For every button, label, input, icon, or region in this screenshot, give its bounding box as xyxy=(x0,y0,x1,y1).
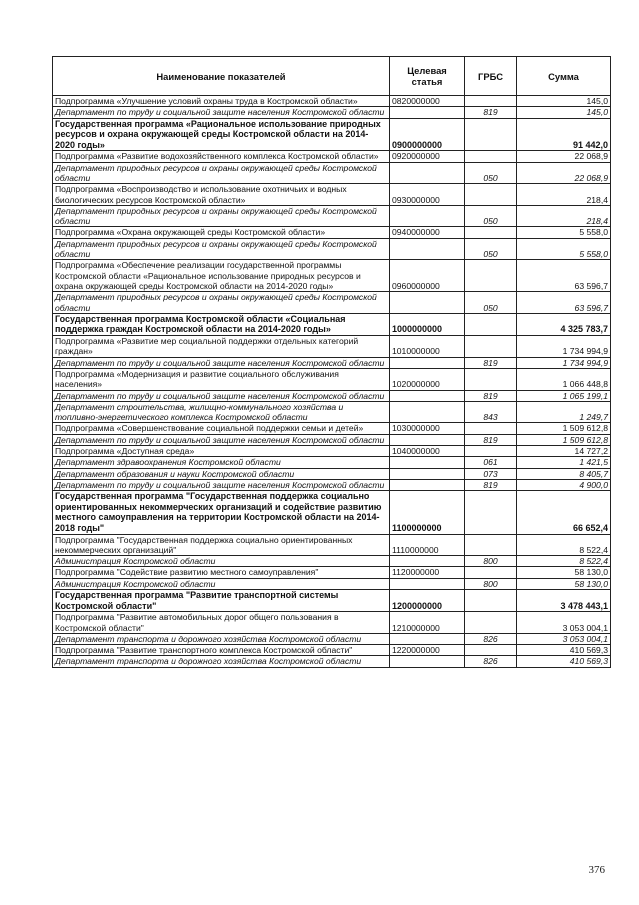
row-grbs-cell: 819 xyxy=(465,107,517,118)
table-row xyxy=(53,423,611,434)
row-target-article-cell xyxy=(390,205,465,227)
row-grbs-cell xyxy=(465,534,517,556)
row-target-article-cell xyxy=(390,633,465,644)
row-name-cell: Подпрограмма «Охрана окружающей среды Костромской области» xyxy=(53,227,390,238)
table-row xyxy=(53,434,611,445)
table-row xyxy=(53,457,611,468)
row-name-cell: Подпрограмма "Государственная поддержка социально ориентированных некоммерческих организаций" xyxy=(53,534,390,556)
row-grbs-cell xyxy=(465,445,517,456)
table-row xyxy=(53,118,611,151)
row-target-article-cell xyxy=(390,390,465,401)
row-target-article-cell: 0820000000 xyxy=(390,96,465,107)
header-target-article: Целевая статья xyxy=(390,57,465,96)
row-name-cell: Подпрограмма «Воспроизводство и использование охотничьих и водных биологических ресурсов Костромской области» xyxy=(53,184,390,206)
header-row xyxy=(53,57,611,96)
table-row xyxy=(53,227,611,238)
row-grbs-cell: 061 xyxy=(465,457,517,468)
table-row xyxy=(53,162,611,184)
row-grbs-cell xyxy=(465,612,517,634)
row-target-article-cell: 0940000000 xyxy=(390,227,465,238)
row-name-cell: Администрация Костромской области xyxy=(53,578,390,589)
row-sum-cell: 1 065 199,1 xyxy=(517,390,611,401)
row-grbs-cell: 819 xyxy=(465,390,517,401)
row-target-article-cell: 0920000000 xyxy=(390,151,465,162)
row-target-article-cell: 1120000000 xyxy=(390,567,465,578)
row-name-cell: Подпрограмма "Содействие развитию местного самоуправления" xyxy=(53,567,390,578)
row-sum-cell: 66 652,4 xyxy=(517,491,611,534)
row-target-article-cell: 0900000000 xyxy=(390,118,465,151)
row-sum-cell: 5 558,0 xyxy=(517,238,611,260)
row-grbs-cell xyxy=(465,227,517,238)
row-sum-cell: 3 478 443,1 xyxy=(517,590,611,612)
header-grbs: ГРБС xyxy=(465,57,517,96)
row-grbs-cell: 050 xyxy=(465,162,517,184)
row-grbs-cell: 819 xyxy=(465,434,517,445)
row-grbs-cell: 819 xyxy=(465,357,517,368)
row-target-article-cell: 1210000000 xyxy=(390,612,465,634)
row-target-article-cell: 1040000000 xyxy=(390,445,465,456)
table-row xyxy=(53,556,611,567)
row-grbs-cell: 800 xyxy=(465,556,517,567)
row-target-article-cell xyxy=(390,238,465,260)
row-target-article-cell: 1020000000 xyxy=(390,368,465,390)
row-sum-cell: 14 727,2 xyxy=(517,445,611,456)
row-grbs-cell xyxy=(465,590,517,612)
row-name-cell: Администрация Костромской области xyxy=(53,556,390,567)
row-grbs-cell: 050 xyxy=(465,238,517,260)
row-target-article-cell xyxy=(390,292,465,314)
row-name-cell: Департамент природных ресурсов и охраны окружающей среды Костромской области xyxy=(53,162,390,184)
table-row xyxy=(53,656,611,667)
table-row xyxy=(53,590,611,612)
row-name-cell: Подпрограмма «Развитие водохозяйственного комплекса Костромской области» xyxy=(53,151,390,162)
page-number: 376 xyxy=(588,864,605,876)
row-name-cell: Департамент строительства, жилищно-коммунального хозяйства и топливно-энергетического комплекса Костромской области xyxy=(53,401,390,423)
row-target-article-cell: 1100000000 xyxy=(390,491,465,534)
row-name-cell: Департамент образования и науки Костромской области xyxy=(53,468,390,479)
table-row xyxy=(53,645,611,656)
row-name-cell: Подпрограмма «Совершенствование социальной поддержки семьи и детей» xyxy=(53,423,390,434)
row-sum-cell: 1 509 612,8 xyxy=(517,434,611,445)
row-sum-cell: 22 068,9 xyxy=(517,162,611,184)
row-target-article-cell: 1200000000 xyxy=(390,590,465,612)
row-target-article-cell xyxy=(390,162,465,184)
table-row xyxy=(53,184,611,206)
row-sum-cell: 1 249,7 xyxy=(517,401,611,423)
row-grbs-cell xyxy=(465,118,517,151)
table-row xyxy=(53,567,611,578)
table-row xyxy=(53,468,611,479)
row-sum-cell: 4 325 783,7 xyxy=(517,313,611,335)
row-sum-cell: 58 130,0 xyxy=(517,578,611,589)
row-sum-cell: 1 509 612,8 xyxy=(517,423,611,434)
row-target-article-cell xyxy=(390,434,465,445)
header-sum: Сумма xyxy=(517,57,611,96)
table-header xyxy=(53,57,611,96)
row-sum-cell: 410 569,3 xyxy=(517,645,611,656)
row-sum-cell: 3 053 004,1 xyxy=(517,612,611,634)
header-name: Наименование показателей xyxy=(53,57,390,96)
row-target-article-cell xyxy=(390,656,465,667)
table-row xyxy=(53,151,611,162)
row-sum-cell: 410 569,3 xyxy=(517,656,611,667)
row-name-cell: Департамент по труду и социальной защите населения Костромской области xyxy=(53,107,390,118)
table-body xyxy=(53,96,611,668)
row-sum-cell: 218,4 xyxy=(517,184,611,206)
row-grbs-cell: 826 xyxy=(465,633,517,644)
row-name-cell: Департамент по труду и социальной защите населения Костромской области xyxy=(53,390,390,401)
row-grbs-cell xyxy=(465,260,517,292)
row-target-article-cell: 1110000000 xyxy=(390,534,465,556)
row-target-article-cell: 1010000000 xyxy=(390,336,465,358)
row-name-cell: Подпрограмма «Улучшение условий охраны труда в Костромской области» xyxy=(53,96,390,107)
row-sum-cell: 8 522,4 xyxy=(517,534,611,556)
table-row xyxy=(53,260,611,292)
row-grbs-cell xyxy=(465,313,517,335)
row-target-article-cell xyxy=(390,556,465,567)
row-name-cell: Подпрограмма «Обеспечение реализации государственной программы Костромской области «Рациональное использование природных ресурсов и охрана окружающей среды Костромской области на 2014-2020 годы» xyxy=(53,260,390,292)
row-name-cell: Подпрограмма "Развитие автомобильных дорог общего пользования в Костромской области" xyxy=(53,612,390,634)
row-sum-cell: 1 734 994,9 xyxy=(517,357,611,368)
row-name-cell: Подпрограмма «Модернизация и развитие социального обслуживания населения» xyxy=(53,368,390,390)
row-target-article-cell xyxy=(390,107,465,118)
row-target-article-cell xyxy=(390,401,465,423)
row-sum-cell: 145,0 xyxy=(517,107,611,118)
row-sum-cell: 58 130,0 xyxy=(517,567,611,578)
table-row xyxy=(53,292,611,314)
row-grbs-cell xyxy=(465,96,517,107)
row-sum-cell: 1 734 994,9 xyxy=(517,336,611,358)
table-row xyxy=(53,534,611,556)
table-row xyxy=(53,578,611,589)
table-row xyxy=(53,313,611,335)
table-row xyxy=(53,205,611,227)
row-name-cell: Департамент по труду и социальной защите населения Костромской области xyxy=(53,479,390,490)
row-grbs-cell xyxy=(465,336,517,358)
row-sum-cell: 5 558,0 xyxy=(517,227,611,238)
row-name-cell: Государственная программа "Развитие транспортной системы Костромской области" xyxy=(53,590,390,612)
row-grbs-cell: 800 xyxy=(465,578,517,589)
table-row xyxy=(53,238,611,260)
row-sum-cell: 91 442,0 xyxy=(517,118,611,151)
row-grbs-cell xyxy=(465,645,517,656)
row-name-cell: Подпрограмма "Развитие транспортного комплекса Костромской области" xyxy=(53,645,390,656)
row-target-article-cell xyxy=(390,479,465,490)
row-name-cell: Департамент природных ресурсов и охраны окружающей среды Костромской области xyxy=(53,205,390,227)
row-target-article-cell xyxy=(390,357,465,368)
row-target-article-cell: 1220000000 xyxy=(390,645,465,656)
table-row xyxy=(53,612,611,634)
table-row xyxy=(53,107,611,118)
row-target-article-cell: 1030000000 xyxy=(390,423,465,434)
row-name-cell: Подпрограмма «Доступная среда» xyxy=(53,445,390,456)
table-row xyxy=(53,96,611,107)
row-grbs-cell xyxy=(465,423,517,434)
row-name-cell: Департамент транспорта и дорожного хозяйства Костромской области xyxy=(53,633,390,644)
row-grbs-cell xyxy=(465,184,517,206)
row-target-article-cell xyxy=(390,457,465,468)
table-row xyxy=(53,633,611,644)
table-row xyxy=(53,368,611,390)
row-target-article-cell: 0960000000 xyxy=(390,260,465,292)
row-grbs-cell: 050 xyxy=(465,205,517,227)
row-name-cell: Государственная программа «Рациональное использование природных ресурсов и охрана окружающей среды Костромской области на 2014-2020 годы» xyxy=(53,118,390,151)
row-grbs-cell xyxy=(465,567,517,578)
row-name-cell: Департамент по труду и социальной защите населения Костромской области xyxy=(53,434,390,445)
row-sum-cell: 3 053 004,1 xyxy=(517,633,611,644)
row-sum-cell: 8 522,4 xyxy=(517,556,611,567)
row-name-cell: Государственная программа Костромской области «Социальная поддержка граждан Костромской области на 2014-2020 годы» xyxy=(53,313,390,335)
row-sum-cell: 63 596,7 xyxy=(517,292,611,314)
row-name-cell: Департамент здравоохранения Костромской области xyxy=(53,457,390,468)
table-row xyxy=(53,491,611,534)
table-row xyxy=(53,479,611,490)
row-grbs-cell xyxy=(465,151,517,162)
row-sum-cell: 63 596,7 xyxy=(517,260,611,292)
row-name-cell: Департамент природных ресурсов и охраны окружающей среды Костромской области xyxy=(53,238,390,260)
row-sum-cell: 4 900,0 xyxy=(517,479,611,490)
row-target-article-cell: 1000000000 xyxy=(390,313,465,335)
row-grbs-cell: 050 xyxy=(465,292,517,314)
table-row xyxy=(53,401,611,423)
row-sum-cell: 145,0 xyxy=(517,96,611,107)
row-sum-cell: 22 068,9 xyxy=(517,151,611,162)
row-target-article-cell: 0930000000 xyxy=(390,184,465,206)
row-grbs-cell: 843 xyxy=(465,401,517,423)
row-name-cell: Департамент транспорта и дорожного хозяйства Костромской области xyxy=(53,656,390,667)
row-grbs-cell xyxy=(465,491,517,534)
row-sum-cell: 218,4 xyxy=(517,205,611,227)
table-row xyxy=(53,357,611,368)
row-grbs-cell xyxy=(465,368,517,390)
row-name-cell: Подпрограмма «Развитие мер социальной поддержки отдельных категорий граждан» xyxy=(53,336,390,358)
row-grbs-cell: 819 xyxy=(465,479,517,490)
row-grbs-cell: 826 xyxy=(465,656,517,667)
row-sum-cell: 1 066 448,8 xyxy=(517,368,611,390)
budget-table xyxy=(52,56,611,668)
row-sum-cell: 8 405,7 xyxy=(517,468,611,479)
row-name-cell: Государственная программа "Государственная поддержка социально ориентированных некоммерческих организаций и содействие развитию местного самоуправления на территории Костромской области на 2014-2018 годы" xyxy=(53,491,390,534)
row-name-cell: Департамент по труду и социальной защите населения Костромской области xyxy=(53,357,390,368)
row-name-cell: Департамент природных ресурсов и охраны окружающей среды Костромской области xyxy=(53,292,390,314)
row-target-article-cell xyxy=(390,578,465,589)
table-row xyxy=(53,445,611,456)
row-sum-cell: 1 421,5 xyxy=(517,457,611,468)
row-grbs-cell: 073 xyxy=(465,468,517,479)
table-row xyxy=(53,390,611,401)
table-row xyxy=(53,336,611,358)
row-target-article-cell xyxy=(390,468,465,479)
